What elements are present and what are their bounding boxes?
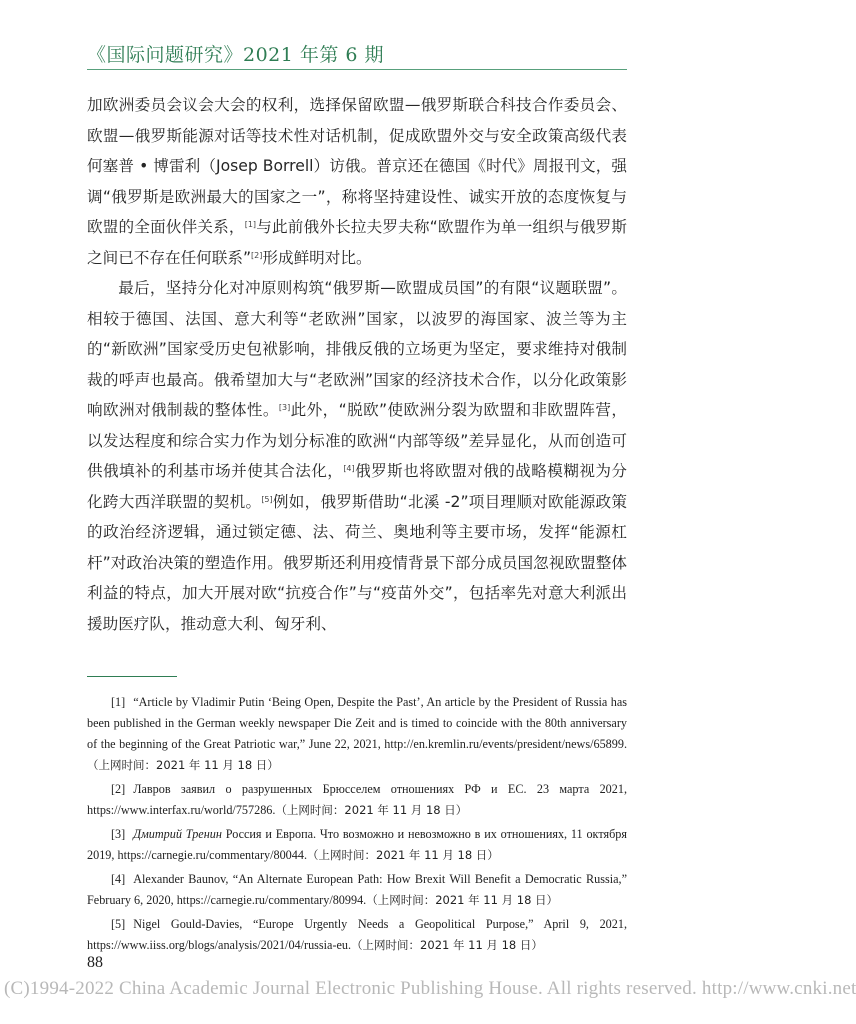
journal-header: 《国际问题研究》2021 年第 6 期 bbox=[87, 44, 385, 66]
footnote-ref-2[interactable]: [2] bbox=[251, 250, 263, 260]
footnote-ref-3[interactable]: [3] bbox=[278, 403, 291, 412]
page-number: 88 bbox=[87, 954, 103, 971]
copyright-notice: (C)1994-2022 China Academic Journal Electronic Publishing House. All rights reserved. http://www.cnki.net bbox=[4, 978, 856, 999]
paragraph-1: 加欧洲委员会议会大会的权利，选择保留欧盟—俄罗斯联合科技合作委员会、欧盟—俄罗斯能源对话等技术性对话机制，促成欧盟外交与安全政策高级代表何塞普 • 博雷利（Josep Borrell）访俄。普京还在德国《时代》周报刊文，强调“俄罗斯是欧洲最大的国家之一”，称将坚持建设性、诚实开放的态度恢复与欧盟的全面伙伴关系，[1]与此前俄外长拉夫罗夫称“欧盟作为单一组织与俄罗斯之间已不存在任何联系”[2]形成鲜明对比。 bbox=[87, 96, 627, 267]
footnote-3: [3] Дмитрий Тренин Россия и Европа. Что возможно и невозможно в их отношениях, 11 октября 2019, https://carnegie.ru/commentary/80044.（上网时间：2021 年 11 月 18 日） bbox=[87, 827, 627, 862]
footnote-1: [1] “Article by Vladimir Putin ‘Being Open, Despite the Past’, An article by the President of Russia has been published in the German weekly newspaper Die Zeit and is timed to coincide with the 80th anniversary of the beginning of the Great Patriotic war,” June 22, 2021, http://en.kremlin.ru/events/president/news/65899.（上网时间：2021 年 11 月 18 日） bbox=[87, 695, 627, 772]
footnote-5: [5] Nigel Gould-Davies, “Europe Urgently Needs a Geopolitical Purpose,” April 9, 2021, https://www.iiss.org/blogs/analysis/2021/04/russia-eu.（上网时间：2021 年 11 月 18 日） bbox=[87, 917, 627, 952]
footnote-ref-1[interactable]: [1] bbox=[244, 220, 257, 229]
footnote-ref-5[interactable]: [5] bbox=[261, 494, 273, 504]
footnote-divider bbox=[87, 676, 177, 677]
footnote-ref-4[interactable]: [4] bbox=[343, 464, 355, 473]
main-text bbox=[87, 90, 627, 639]
header-divider bbox=[87, 69, 627, 70]
paragraph-2: 最后，坚持分化对冲原则构筑“俄罗斯—欧盟成员国”的有限“议题联盟”。相较于德国、法国、意大利等“老欧洲”国家，以波罗的海国家、波兰等为主的“新欧洲”国家受历史包袱影响，排俄反俄的立场更为坚定，要求维持对俄制裁的呼声也最高。俄希望加大与“老欧洲”国家的经济技术合作，以分化政策影响欧洲对俄制裁的整体性。[3]此外，“脱欧”使欧洲分裂为欧盟和非欧盟阵营，以发达程度和综合实力作为划分标准的欧洲“内部等级”差异显化，从而创造可供俄填补的利基市场并使其合法化，[4]俄罗斯也将欧盟对俄的战略模糊视为分化跨大西洋联盟的契机。[5]例如，俄罗斯借助“北溪 -2”项目理顺对欧能源政策的政治经济逻辑，通过锁定德、法、荷兰、奥地利等主要市场，发挥“能源杠杆”对政治决策的塑造作用。俄罗斯还利用疫情背景下部分成员国忽视欧盟整体利益的特点，加大开展对欧“抗疫合作”与“疫苗外交”，包括率先对意大利派出援助医疗队，推动意大利、匈牙利、 bbox=[87, 279, 627, 633]
footnote-2: [2] Лавров заявил о разрушенных Брюсселем отношениях РФ и ЕС. 23 марта 2021, https://www.interfax.ru/world/757286.（上网时间：2021 年 11 月 18 日） bbox=[87, 782, 627, 817]
footnote-4: [4] Alexander Baunov, “An Alternate European Path: How Brexit Will Benefit a Democratic Russia,” February 6, 2020, https://carnegie.ru/commentary/80994.（上网时间：2021 年 11 月 18 日） bbox=[87, 872, 627, 907]
footnotes bbox=[87, 692, 627, 959]
